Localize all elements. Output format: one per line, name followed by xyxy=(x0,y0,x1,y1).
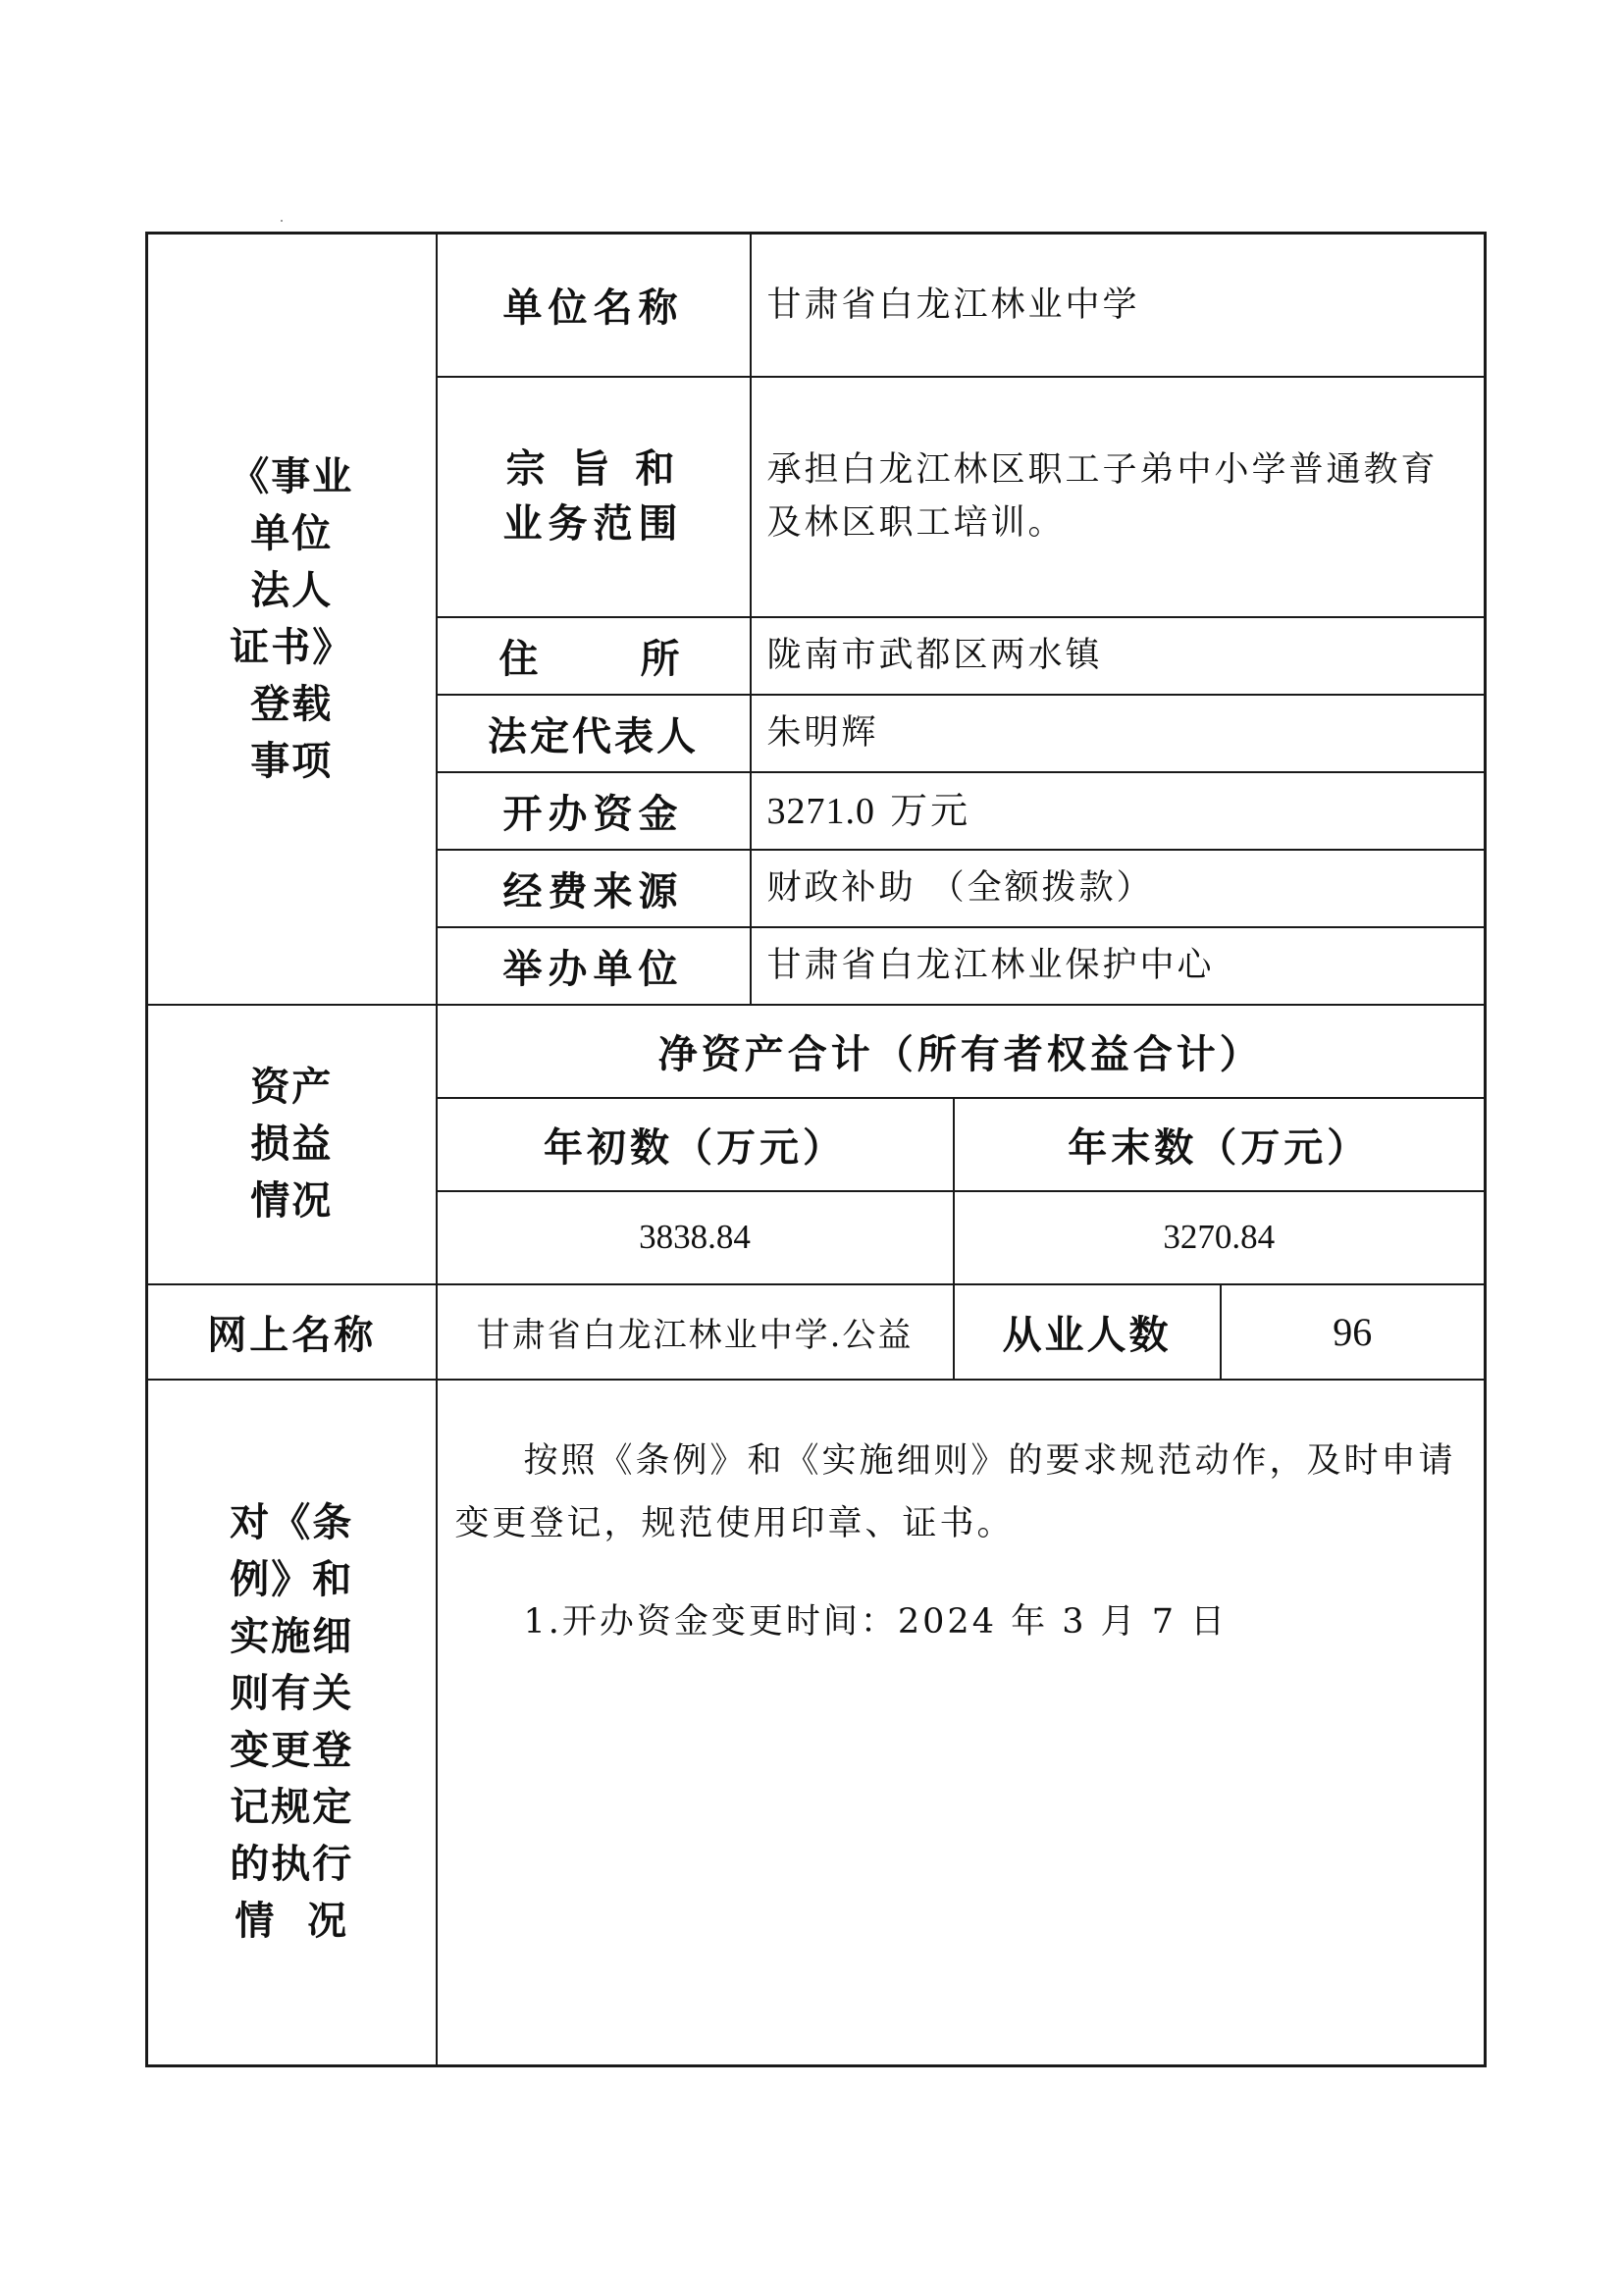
section-label-line: 法人 xyxy=(250,566,334,613)
purpose-label-line: 业务范围 xyxy=(502,500,684,547)
address-value: 陇南市武都区两水镇 xyxy=(751,617,1486,695)
sponsor-label: 举办单位 xyxy=(437,927,751,1005)
section-label-line: 情 况 xyxy=(235,1898,349,1945)
section-label-line: 情况 xyxy=(250,1177,334,1224)
purpose-label xyxy=(437,377,751,617)
capital-amount: 3271.0 xyxy=(766,790,875,832)
annual-report-table xyxy=(145,232,1487,2067)
execution-content xyxy=(437,1380,1486,2066)
section-label-line: 记规定 xyxy=(230,1784,354,1831)
section-label-line: 登载 xyxy=(250,680,334,727)
section-label-line: 的执行 xyxy=(230,1841,354,1888)
section-label-line: 实施细 xyxy=(230,1613,354,1660)
end-of-year-value: 3270.84 xyxy=(954,1191,1486,1284)
online-name-label: 网上名称 xyxy=(147,1284,437,1380)
staff-count-value: 96 xyxy=(1221,1284,1486,1380)
row-unit-name xyxy=(147,234,1486,377)
sponsor-value: 甘肃省白龙江林业保护中心 xyxy=(751,927,1486,1005)
assets-section-label xyxy=(147,1005,437,1284)
section-label-line: 单位 xyxy=(250,509,334,556)
section-label-line: 事项 xyxy=(250,737,334,784)
row-net-assets-header xyxy=(147,1005,1486,1098)
execution-section-label xyxy=(147,1380,437,2066)
unit-name-label: 单位名称 xyxy=(437,234,751,377)
section-label-line: 损益 xyxy=(250,1121,334,1167)
capital-unit: 万元 xyxy=(875,788,971,832)
purpose-label-line: 宗 旨 和 xyxy=(505,445,681,492)
section-label-line: 证书》 xyxy=(230,623,354,670)
row-online-name xyxy=(147,1284,1486,1380)
section-label-line: 《事业 xyxy=(230,452,354,499)
section-label-line: 则有关 xyxy=(230,1670,354,1717)
section-label-line: 例》和 xyxy=(230,1556,354,1603)
row-execution xyxy=(147,1380,1486,2066)
execution-paragraph: 按照《条例》和《实施细则》的要求规范动作，及时申请变更登记，规范使用印章、证书。 xyxy=(454,1440,1456,1543)
registration-section-label xyxy=(147,234,437,1005)
legal-rep-value: 朱明辉 xyxy=(751,695,1486,772)
execution-item: 1.开办资金变更时间：2024 年 3 月 7 日 xyxy=(523,1601,1229,1642)
online-name-value: 甘肃省白龙江林业中学.公益 xyxy=(437,1284,954,1380)
staff-count-label: 从业人数 xyxy=(954,1284,1221,1380)
scan-speck xyxy=(281,220,283,222)
end-of-year-header: 年末数（万元） xyxy=(954,1098,1486,1191)
section-label-line: 变更登 xyxy=(230,1727,354,1774)
purpose-value: 承担白龙江林区职工子弟中小学普通教育及林区职工培训。 xyxy=(751,377,1486,617)
net-assets-header: 净资产合计（所有者权益合计） xyxy=(437,1005,1486,1098)
funding-value: 财政补助 （全额拨款） xyxy=(751,850,1486,927)
legal-rep-label: 法定代表人 xyxy=(437,695,751,772)
funding-label: 经费来源 xyxy=(437,850,751,927)
section-label-line: 资产 xyxy=(250,1064,334,1110)
begin-of-year-value: 3838.84 xyxy=(437,1191,954,1284)
section-label-line: 对《条 xyxy=(230,1499,354,1546)
unit-name-value: 甘肃省白龙江林业中学 xyxy=(751,234,1486,377)
capital-value xyxy=(751,772,1486,850)
address-label: 住 所 xyxy=(437,617,751,695)
begin-of-year-header: 年初数（万元） xyxy=(437,1098,954,1191)
capital-label: 开办资金 xyxy=(437,772,751,850)
